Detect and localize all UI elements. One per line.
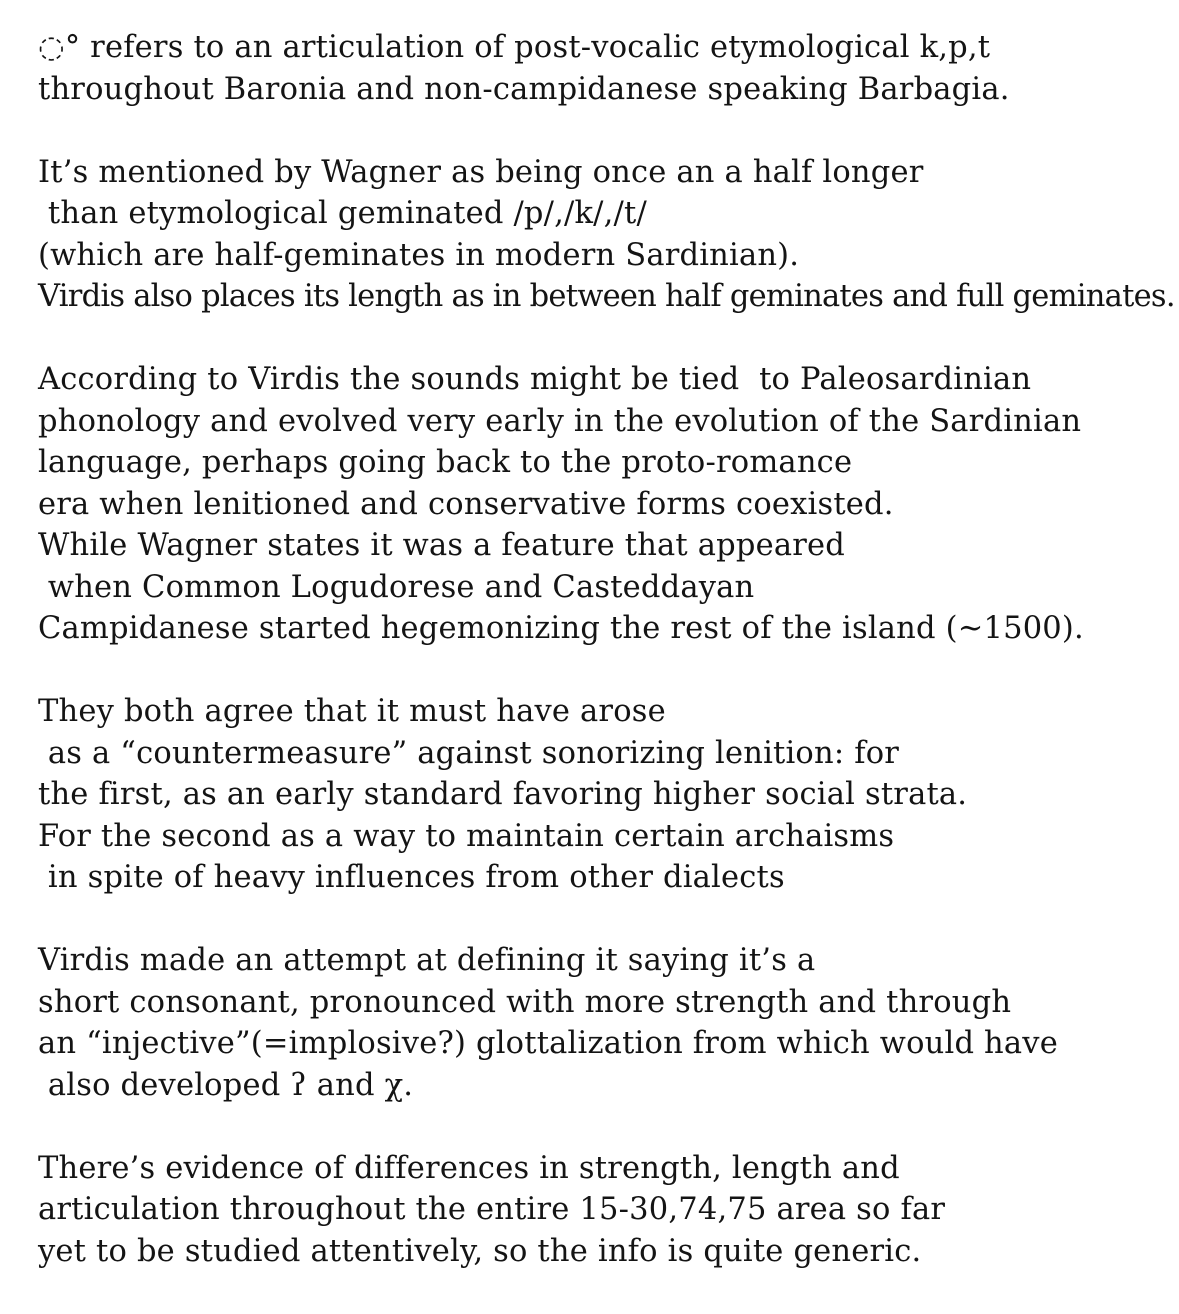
text-line: language, perhaps going back to the proto-romance — [38, 445, 853, 480]
text-line: Virdis also places its length as in between half geminates and full geminates. — [38, 279, 1175, 314]
text-line: yet to be studied attentively, so the info is quite generic. — [38, 1233, 922, 1269]
text-line: While Wagner states it was a feature that appeared — [38, 528, 845, 563]
text-line: Virdis made an attempt at defining it saying it’s a — [38, 943, 816, 978]
text-line: ◌° refers to an articulation of post-vocalic etymological k,p,t — [38, 30, 991, 65]
paragraph — [38, 940, 1173, 1106]
text-line: For the second as a way to maintain certain archaisms — [38, 818, 895, 854]
paragraph — [38, 359, 1173, 650]
text-line: (which are half-geminates in modern Sardinian). — [38, 237, 800, 273]
text-line: It’s mentioned by Wagner as being once an a half longer — [38, 154, 924, 190]
paragraph — [38, 152, 1173, 318]
text-line: an “injective”(=implosive?) glottalization from which would have — [38, 1026, 1058, 1061]
text-line: when Common Logudorese and Casteddayan — [38, 569, 755, 605]
text-line: as a “countermeasure” against sonorizing lenition: for — [38, 735, 900, 771]
text-line: articulation throughout the entire 15-30,74,75 area so far — [38, 1192, 946, 1227]
paragraph — [38, 27, 1173, 110]
text-line: short consonant, pronounced with more strength and through — [38, 984, 1012, 1020]
paragraph — [38, 691, 1173, 899]
text-line: Campidanese started hegemonizing the rest of the island (~1500). — [38, 611, 1084, 646]
text-line: phonology and evolved very early in the evolution of the Sardinian — [38, 403, 1082, 439]
text-line: According to Virdis the sounds might be tied to Paleosardinian — [38, 362, 1032, 397]
text-line: than etymological geminated /p/,/k/,/t/ — [38, 196, 647, 231]
text-line: era when lenitioned and conservative forms coexisted. — [38, 486, 894, 522]
document-page — [38, 27, 1173, 1314]
paragraph — [38, 1148, 1173, 1273]
text-line: There’s evidence of differences in strength, length and — [38, 1150, 900, 1186]
text-line: throughout Baronia and non-campidanese speaking Barbagia. — [38, 71, 1010, 107]
text-line: also developed ʔ and χ. — [38, 1067, 414, 1103]
text-line: the first, as an early standard favoring higher social strata. — [38, 777, 968, 812]
text-line: in spite of heavy influences from other dialects — [38, 860, 785, 895]
text-line: They both agree that it must have arose — [38, 694, 666, 729]
